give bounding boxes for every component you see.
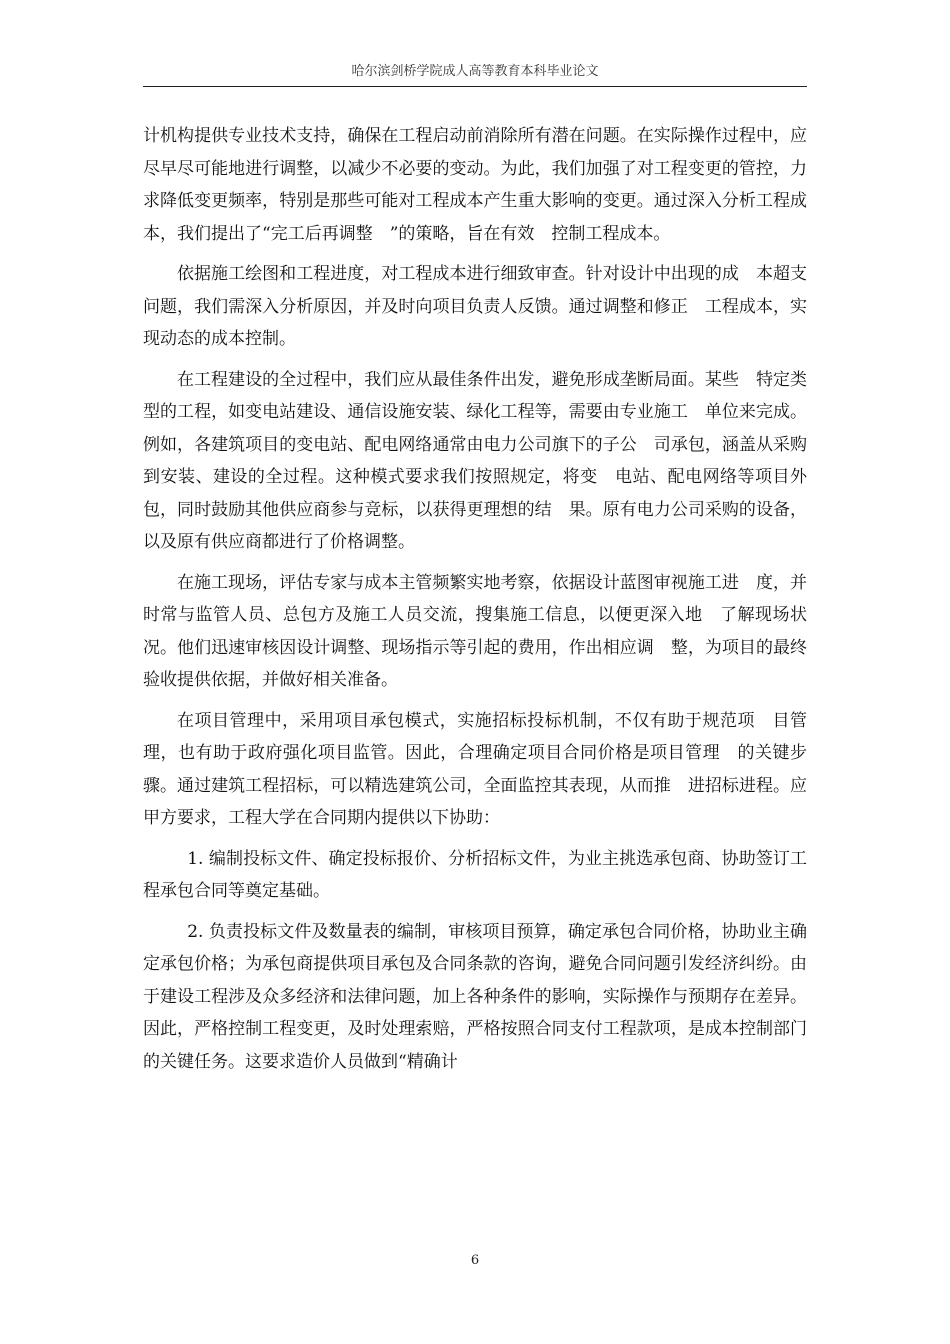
list-item: 1. 编制投标文件、确定投标报价、分析招标文件，为业主挑选承包商、协助签订工程承包合同等奠定基础。 xyxy=(143,848,807,901)
header-title: 哈尔滨剑桥学院成人高等教育本科毕业论文 xyxy=(351,64,599,79)
page-number: 6 xyxy=(470,1253,480,1268)
paragraph: 在项目管理中，采用项目承包模式，实施招标投标机制，不仅有助于规范项 目管理，也有助于政府强化项目监管。因此，合理确定项目合同价格是项目管理 的关键步骤。通过建筑工程招标，可以精选建筑公司，全面监控其表现，从而推 进招标进程。应甲方要求，工程大学在合同期内提供以下协助： xyxy=(143,710,807,828)
paragraph-continued: 计机构提供专业技术支持，确保在工程启动前消除所有潜在问题。在实际操作过程中，应尽早尽可能地进行调整，以减少不必要的变动。为此，我们加强了对工程变更的管控，力求降低变更频率，特别是那些可能对工程成本产生重大影响的变更。通过深入分析工程成本，我们提出了“完工后再调整 ”的策略，旨在有效 控制工程成本。 xyxy=(143,126,807,244)
paragraph: 在施工现场，评估专家与成本主管频繁实地考察，依据设计蓝图审视施工进 度，并时常与监管人员、总包方及施工人员交流，搜集施工信息，以便更深入地 了解现场状况。他们迅速审核因设计调整、现场指示等引起的费用，作出相应调 整，为项目的最终验收提供依据，并做好相关准备。 xyxy=(143,572,807,690)
list-item: 2. 负责投标文件及数量表的编制，审核项目预算，确定承包合同价格，协助业主确定承包价格；为承包商提供项目承包及合同条款的咨询，避免合同问题引发经济纠纷。由于建设工程涉及众多经济和法律问题，加上各种条件的影响，实际操作与预期存在差异。因此，严格控制工程变更，及时处理索赔，严格按照合同支付工程款项，是成本控制部门的关键任务。这要求造价人员做到“精确计 xyxy=(143,921,807,1072)
page-header xyxy=(143,62,807,87)
document-body xyxy=(143,120,807,1086)
paragraph: 在工程建设的全过程中，我们应从最佳条件出发，避免形成垄断局面。某些 特定类型的工程，如变电站建设、通信设施安装、绿化工程等，需要由专业施工 单位来完成。例如，各建筑项目的变电站、配电网络通常由电力公司旗下的子公 司承包，涵盖从采购到安装、建设的全过程。这种模式要求我们按照规定，将变 电站、配电网络等项目外包，同时鼓励其他供应商参与竞标，以获得更理想的结 果。原有电力公司采购的设备，以及原有供应商都进行了价格调整。 xyxy=(143,369,807,552)
paragraph: 依据施工绘图和工程进度，对工程成本进行细致审查。针对设计中出现的成 本超支问题，我们需深入分析原因，并及时向项目负责人反馈。通过调整和修正 工程成本，实现动态的成本控制。 xyxy=(143,264,807,349)
